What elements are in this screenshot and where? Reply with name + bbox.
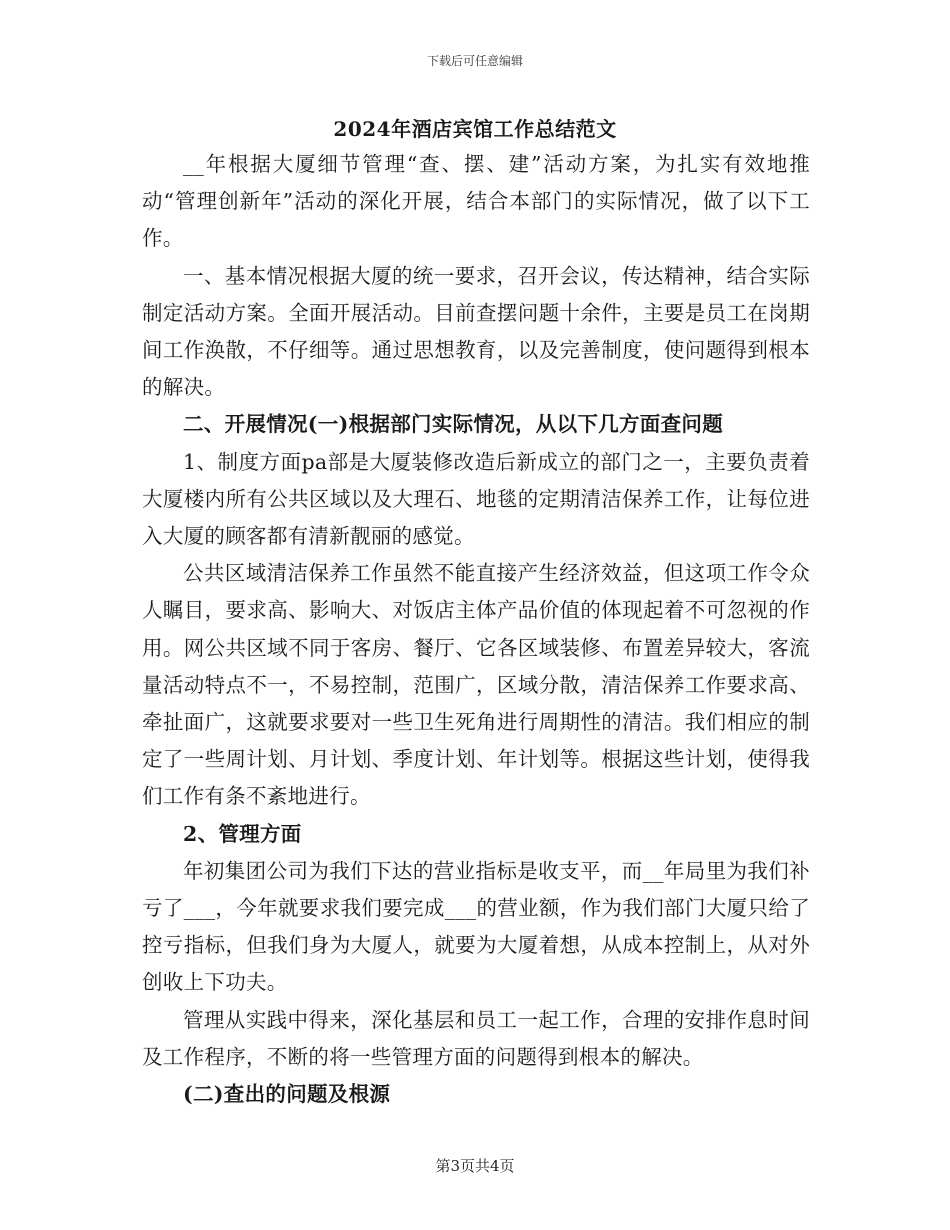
- page-number: 第3页共4页: [435, 1157, 515, 1175]
- paragraph-basic-situation: 一、基本情况根据大厦的统一要求，召开会议，传达精神，结合实际制定活动方案。全面开展活动。目前查摆问题十余件，主要是员工在岗期间工作涣散，不仔细等。通过思想教育，以及完善制度，使问题得到根本的解决。: [142, 263, 810, 400]
- document-body: [142, 146, 810, 1113]
- paragraph-targets: 年初集团公司为我们下达的营业指标是收支平，而__年局里为我们补亏了___，今年就要求我们要完成___的营业额，作为我们部门大厦只给了控亏指标，但我们身为大厦人，就要为大厦着想，从成本控制上，从对外创收上下功夫。: [142, 858, 810, 995]
- header-note: 下载后可任意编辑: [426, 54, 523, 68]
- paragraph-public-area: 公共区域清洁保养工作虽然不能直接产生经济效益，但这项工作令众人瞩目，要求高、影响大、对饭店主体产品价值的体现起着不可忽视的作用。网公共区域不同于客房、餐厅、它各区域装修、布置差异较大，客流量活动特点不一，不易控制，范围广，区域分散，清洁保养工作要求高、牵扯面广，这就要求要对一些卫生死角进行周期性的清洁。我们相应的制定了一些周计划、月计划、季度计划、年计划等。根据这些计划，使得我们工作有条不紊地进行。: [142, 561, 810, 809]
- document-title: 2024年酒店宾馆工作总结范文: [333, 117, 617, 141]
- section-heading-progress: 二、开展情况(一)根据部门实际情况，从以下几方面查问题: [183, 412, 723, 437]
- section-heading-management: 2、管理方面: [183, 821, 302, 846]
- paragraph-system: 1、制度方面pa部是大厦装修改造后新成立的部门之一，主要负责着大厦楼内所有公共区域以及大理石、地毯的定期清洁保养工作，让每位进入大厦的顾客都有清新靓丽的感觉。: [142, 449, 810, 549]
- paragraph-intro: __年根据大厦细节管理“查、摆、建”活动方案，为扎实有效地推动“管理创新年”活动的深化开展，结合本部门的实际情况，做了以下工作。: [142, 152, 810, 251]
- paragraph-practice: 管理从实践中得来，深化基层和员工一起工作，合理的安排作息时间及工作程序，不断的将一些管理方面的问题得到根本的解决。: [142, 1007, 810, 1069]
- section-heading-problems: (二)查出的问题及根源: [183, 1082, 391, 1107]
